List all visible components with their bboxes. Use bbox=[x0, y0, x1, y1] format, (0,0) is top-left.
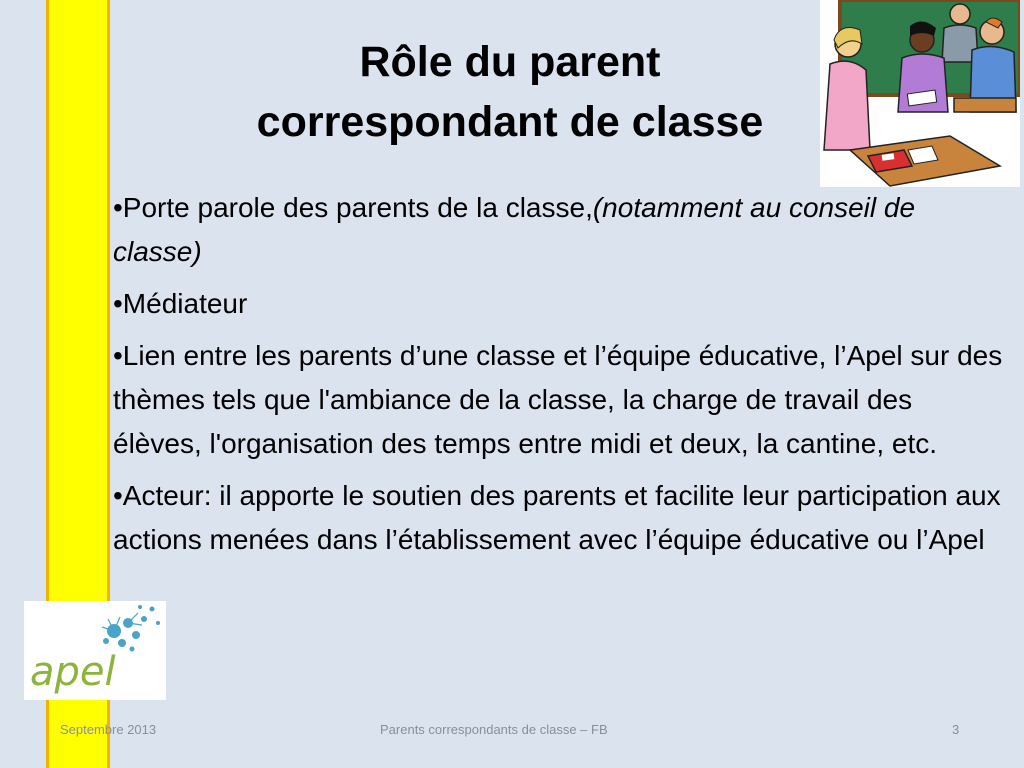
bullet-4: •Acteur: il apporte le soutien des parents et facilite leur participation aux actions menées dans l’établissement avec l’équipe éducative ou l’Apel bbox=[113, 480, 1001, 555]
footer-date: Septembre 2013 bbox=[60, 722, 157, 737]
bullet-1-italic: (notamment au conseil de classe) bbox=[113, 192, 916, 267]
footer-title: Parents correspondants de classe – FB bbox=[380, 722, 608, 737]
apel-logo bbox=[24, 601, 166, 700]
bullet-3: •Lien entre les parents d’une classe et l’équipe éducative, l’Apel sur des thèmes tels que l'ambiance de la classe, la charge de travail des élèves, l'organisation des temps entre midi et deux, la cantine, etc. bbox=[113, 340, 1003, 459]
bullet-2: •Médiateur bbox=[113, 288, 248, 319]
slide-content bbox=[113, 186, 1008, 570]
slide-title bbox=[190, 32, 830, 152]
bullet-1 bbox=[113, 186, 1008, 274]
bullet-1-text: •Porte parole des parents de la classe, bbox=[113, 192, 593, 223]
classroom-illustration bbox=[820, 0, 1020, 187]
logo-text: apel bbox=[30, 649, 116, 695]
title-line-1: Rôle du parent bbox=[359, 38, 661, 86]
title-line-2: correspondant de classe bbox=[256, 98, 764, 146]
slide-number: 3 bbox=[952, 722, 960, 737]
